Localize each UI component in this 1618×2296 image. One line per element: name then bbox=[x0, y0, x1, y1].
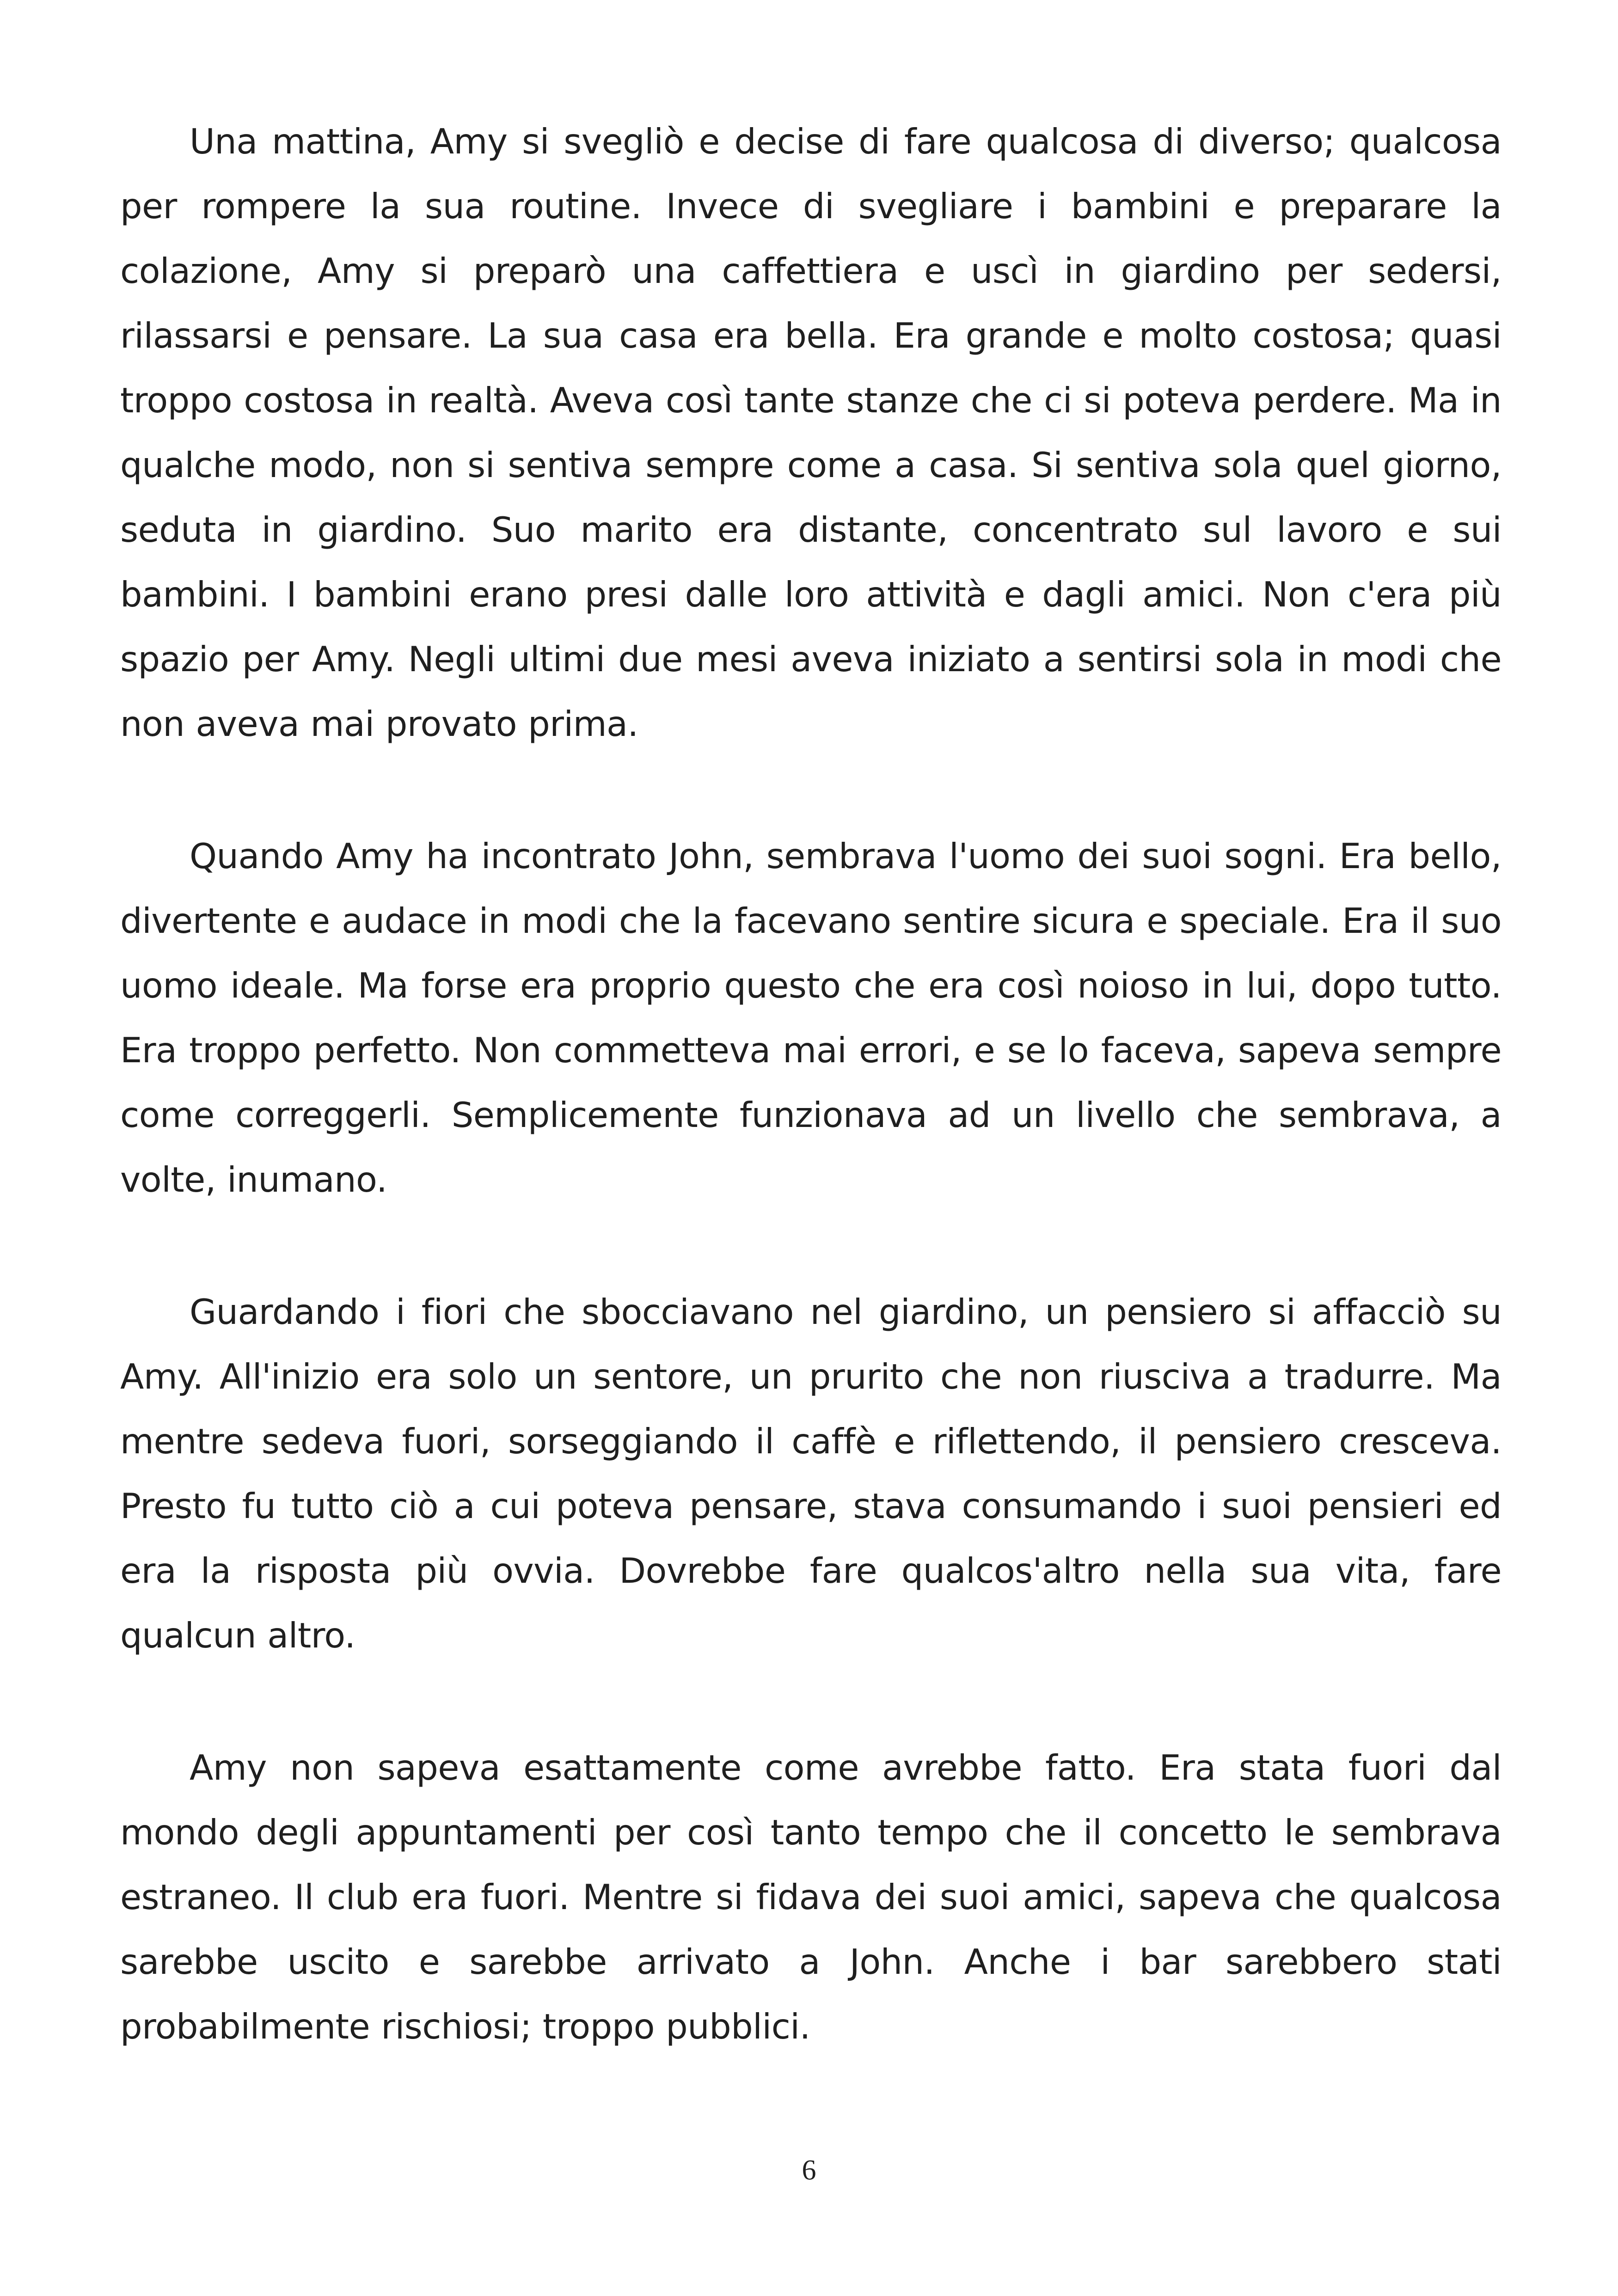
page-number: 6 bbox=[802, 2155, 816, 2186]
paragraph-1: Una mattina, Amy si svegliò e decise di fare qualcosa di diverso; qualcosa per rompere la sua routine. Invece di svegliare i bambini e preparare la colazione, Amy si preparò una caffettiera e uscì in giardino per sedersi, rilassarsi e pensare. La sua casa era bella. Era grande e molto costosa; quasi troppo costosa in realtà. Aveva così tante stanze che ci si poteva perdere. Ma in qualche modo, non si sentiva sempre come a casa. Si sentiva sola quel giorno, seduta in giardino. Suo marito era distante, concentrato sul lavoro e sui bambini. I bambini erano presi dalle loro attività e dagli amici. Non c'era più spazio per Amy. Negli ultimi due mesi aveva iniziato a sentirsi sola in modi che non aveva mai provato prima. bbox=[120, 121, 1502, 744]
paragraph-4: Amy non sapeva esattamente come avrebbe fatto. Era stata fuori dal mondo degli appuntamenti per così tanto tempo che il concetto le sembrava estraneo. Il club era fuori. Mentre si fidava dei suoi amici, sapeva che qualcosa sarebbe uscito e sarebbe arrivato a John. Anche i bar sarebbero stati probabilmente rischiosi; troppo pubblici. bbox=[120, 1747, 1502, 2047]
body-text bbox=[120, 109, 1502, 2126]
paragraph-2: Quando Amy ha incontrato John, sembrava l'uomo dei suoi sogni. Era bello, divertente e audace in modi che la facevano sentire sicura e speciale. Era il suo uomo ideale. Ma forse era proprio questo che era così noioso in lui, dopo tutto. Era troppo perfetto. Non commetteva mai errori, e se lo faceva, sapeva sempre come correggerli. Semplicemente funzionava ad un livello che sembrava, a volte, inumano. bbox=[120, 836, 1502, 1200]
paragraph-3: Guardando i fiori che sbocciavano nel giardino, un pensiero si affacciò su Amy. All'inizio era solo un sentore, un prurito che non riusciva a tradurre. Ma mentre sedeva fuori, sorseggiando il caffè e riflettendo, il pensiero cresceva. Presto fu tutto ciò a cui poteva pensare, stava consumando i suoi pensieri ed era la risposta più ovvia. Dovrebbe fare qualcos'altro nella sua vita, fare qualcun altro. bbox=[120, 1292, 1502, 1656]
